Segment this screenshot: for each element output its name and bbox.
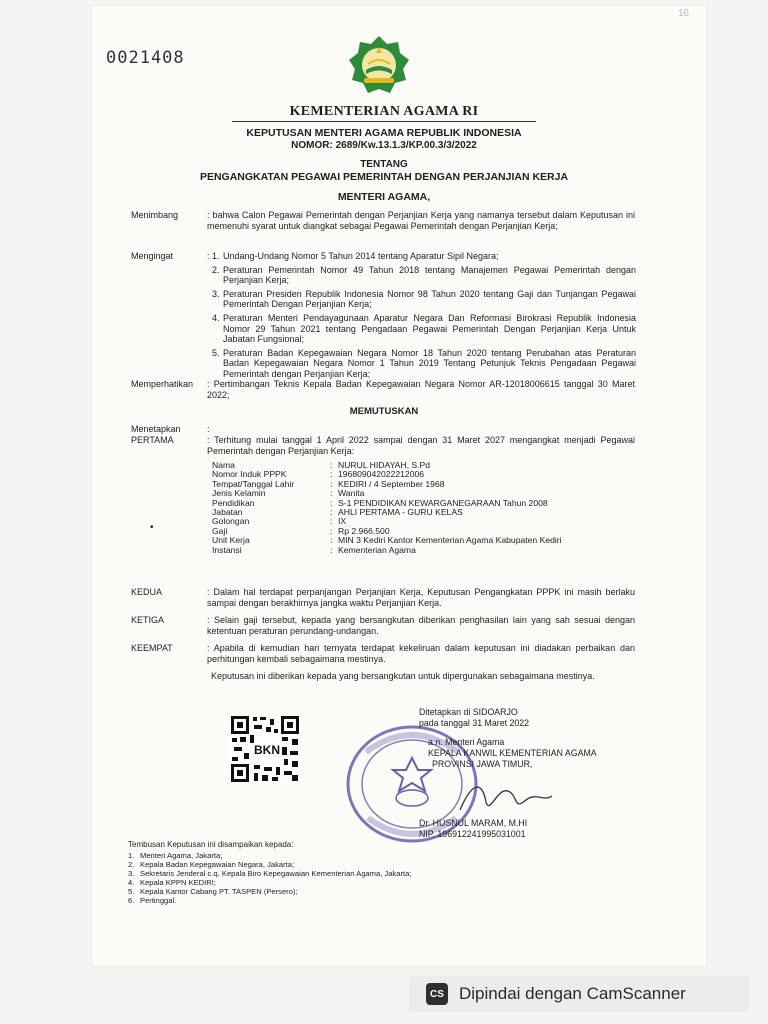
memutuskan-heading: MEMUTUSKAN <box>349 406 419 417</box>
serial-number: 0021408 <box>106 48 185 68</box>
list-item: 3. Peraturan Presiden Republik Indonesia Nomor 98 Tahun 2020 tentang Gaji dan Tunjangan Pegawai Pemerintah Dengan Perjanjian Kerja; <box>212 288 636 310</box>
menetapkan-label: Menetapkan <box>131 424 181 434</box>
kedua-label: KEDUA <box>131 587 163 597</box>
qr-label: BKN <box>254 743 280 757</box>
ministry-title: KEMENTERIAN AGAMA RI <box>289 104 479 119</box>
detail-row: Instansi : Kementerian Agama <box>212 544 416 555</box>
detail-row: Jenis Kelamin : Wanita <box>212 488 365 499</box>
signature-place: Ditetapkan di SIDOARJO <box>419 707 518 717</box>
decree-subject: PENGANGKATAN PEGAWAI PEMERINTAH DENGAN PERJANJIAN KERJA <box>199 171 569 183</box>
employee-details <box>212 461 562 555</box>
detail-row: Jabatan : AHLI PERTAMA - GURU KELAS <box>212 507 463 518</box>
keempat-text: : Apabila di kemudian hari ternyata terdapat kekeliruan dalam keputusan ini diadakan perbaikan dan perhitungan kembali sebagaimana mestinya. <box>207 643 635 664</box>
authority-heading: MENTERI AGAMA, <box>337 191 431 203</box>
list-item: 3. Sekretaris Jenderal c.q. Kepala Biro Kepegawaian Kementerian Agama, Jakarta; <box>128 869 412 878</box>
detail-row: Unit Kerja : MIN 3 Kediri Kantor Kementerian Agama Kabupaten Kediri <box>212 535 562 546</box>
mengingat-list <box>212 251 636 383</box>
kedua-text: : Dalam hal terdapat perpanjangan Perjanjian Kerja, Keputusan Pengangkatan PPPK ini masih berlaku sampai dengan berakhirnya jangka waktu Perjanjian Kerja. <box>207 587 635 608</box>
camscanner-text: Dipindai dengan CamScanner <box>459 984 686 1003</box>
detail-row: Nomor Induk PPPK : 196809042022212006 <box>212 469 425 480</box>
corner-mark: 16 <box>678 8 690 19</box>
copy-distribution <box>128 840 411 905</box>
ketiga-label: KETIGA <box>131 615 165 625</box>
list-item: 5. Kepala Kantor Cabang PT. TASPEN (Persero); <box>128 887 298 896</box>
ministry-emblem-icon <box>346 34 412 100</box>
signatory-name: Dr. HUSNUL MARAM, M.HI <box>419 818 528 828</box>
list-item: 1. Menteri Agama, Jakarta; <box>128 851 223 860</box>
detail-row: Gaji : Rp 2.966.500 <box>212 525 390 536</box>
detail-row: Tempat/Tanggal Lahir : KEDIRI / 4 September 1968 <box>212 478 445 489</box>
decree-title: KEPUTUSAN MENTERI AGAMA REPUBLIK INDONESIA <box>246 127 522 139</box>
menimbang-label: Menimbang <box>131 210 179 220</box>
decree-number: NOMOR: 2689/Kw.13.1.3/KP.00.3/3/2022 <box>291 140 477 151</box>
keempat-closing-text: Keputusan ini diberikan kepada yang bersangkutan untuk dipergunakan sebagaimana mestinya. <box>211 671 595 681</box>
detail-row: Nama : NURUL HIDAYAH, S.Pd <box>212 460 431 470</box>
handwritten-signature <box>452 772 562 818</box>
keempat-label: KEEMPAT <box>131 643 173 653</box>
list-item: 4. Kepala KPPN KEDIRI; <box>128 878 216 887</box>
list-item: 6. Pertinggal. <box>128 896 177 905</box>
qr-code-icon <box>230 715 300 783</box>
header-rule <box>232 121 536 122</box>
speck-mark: • <box>150 522 154 533</box>
ketiga-text: : Selain gaji tersebut, kepada yang bersangkutan diberikan penghasilan lain yang sah sesuai dengan ketentuan peraturan perundang-undangan. <box>207 615 635 636</box>
signatory-nip: NIP. 196912241995031001 <box>419 829 526 839</box>
signature-on-behalf: a.n. Menteri Agama <box>428 737 505 747</box>
pertama-text: : Terhitung mulai tanggal 1 April 2022 sampai dengan 31 Maret 2027 mengangkat menjadi Pegawai Pemerintah dengan Perjanjian Kerja: <box>207 435 635 456</box>
pertama-label: PERTAMA <box>131 435 174 445</box>
camscanner-watermark <box>409 976 749 1012</box>
menetapkan-colon: : <box>207 424 210 434</box>
list-item: 4. Peraturan Menteri Pendayagunaan Aparatur Negara Dan Reformasi Birokrasi Republik Indonesia Nomor 29 Tahun 2021 tentang Pengadaan Pegawai Pemerintah Dengan Perjanjian Kerja Untuk Jabatan Fungsional; <box>212 312 636 345</box>
list-item: 2. Peraturan Pemerintah Nomor 49 Tahun 2018 tentang Manajemen Pegawai Pemerintah dengan Perjanjian Kerja; <box>212 264 636 286</box>
memperhatikan-text: : Pertimbangan Teknis Kepala Badan Kepegawaian Negara Nomor AR-12018006615 tanggal 30 Maret 2022; <box>207 379 635 400</box>
signature-date: pada tanggal 31 Maret 2022 <box>419 718 530 728</box>
list-item: 2. Kepala Badan Kepegawaian Negara, Jakarta; <box>128 860 295 869</box>
detail-row: Golongan : IX <box>212 516 347 527</box>
signature-position-1: KEPALA KANWIL KEMENTERIAN AGAMA <box>428 748 597 758</box>
copy-distribution-title: Tembusan Keputusan ini disampaikan kepada: <box>128 840 294 849</box>
about-heading: TENTANG <box>360 159 408 170</box>
signature-position-2: PROVINSI JAWA TIMUR, <box>432 759 533 769</box>
mengingat-label: Mengingat <box>131 251 174 261</box>
menimbang-text: : bahwa Calon Pegawai Pemerintah dengan Perjanjian Kerja yang namanya tersebut dalam Keputusan ini memenuhi syarat untuk diangkat sebagai Pegawai Pemerintah dengan Perjanjian Kerja; <box>207 210 635 231</box>
list-item: 5. Peraturan Badan Kepegawaian Negara Nomor 18 Tahun 2020 tentang Perubahan atas Peraturan Badan Kepegawaian Negara Nomor 1 Tahun 2019 Tentang Petunjuk Teknis Pengadaan Pegawai Pemerintah dengan Perjanjian Kerja; <box>212 347 636 379</box>
list-item: 1. Undang-Undang Nomor 5 Tahun 2014 tentang Aparatur Sipil Negara; <box>212 251 499 261</box>
memperhatikan-label: Memperhatikan <box>131 379 194 389</box>
camscanner-logo-icon: CS <box>426 983 448 1005</box>
detail-row: Pendidikan : S-1 PENDIDIKAN KEWARGANEGARAAN Tahun 2008 <box>212 497 548 508</box>
